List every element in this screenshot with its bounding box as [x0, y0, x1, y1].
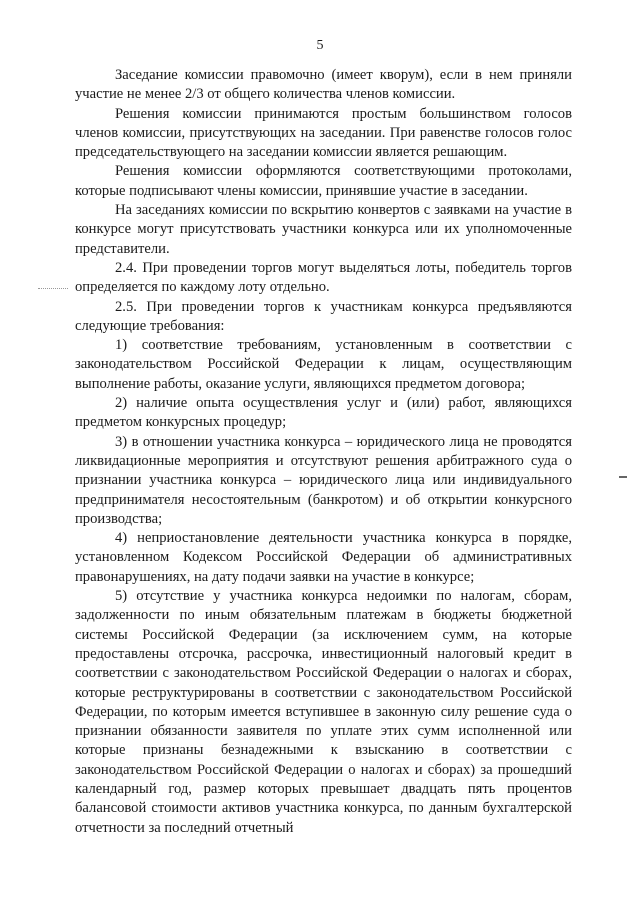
paragraph: 2.4. При проведении торгов могут выделяться лоты, победитель торгов определяется по каждому лоту отдельно.	[75, 259, 572, 296]
paragraph: Решения комиссии оформляются соответствующими протоколами, которые подписывают члены комиссии, принявшие участие в заседании.	[75, 163, 572, 199]
list-item: 4) неприостановление деятельности участника конкурса в порядке, установленном Кодексом Российской Федерации об административных правонарушениях, на дату подачи заявки на участие в конкурсе;	[75, 530, 572, 585]
document-body	[75, 66, 572, 838]
list-item: 1) соответствие требованиям, установленным в соответствии с законодательством Российской Федерации к лицам, осуществляющим выполнение работы, оказание услуги, являющихся предметом договора;	[75, 337, 572, 392]
paragraph: На заседаниях комиссии по вскрытию конвертов с заявками на участие в конкурсе могут присутствовать участники конкурса или их уполномоченные представители.	[75, 202, 572, 257]
paragraph: Заседание комиссии правомочно (имеет кворум), если в нем приняли участие не менее 2/3 от общего количества членов комиссии.	[75, 67, 572, 103]
paragraph: 2.5. При проведении торгов к участникам конкурса предъявляются следующие требования:	[75, 298, 572, 334]
scan-mark	[38, 288, 68, 289]
paragraph: Решения комиссии принимаются простым большинством голосов членов комиссии, присутствующих на заседании. При равенстве голосов голос председательствующего на заседании комиссии является решающим.	[75, 105, 572, 161]
list-item: 2) наличие опыта осуществления услуг и (или) работ, являющихся предметом конкурсных процедур;	[75, 395, 572, 431]
list-item: 3) в отношении участника конкурса – юридического лица не проводятся ликвидационные мероприятия и отсутствуют решения арбитражного суда о признании участника конкурса – юридического лица или индивидуального предпринимателя несостоятельным (банкротом) и об открытии конкурсного производства;	[75, 433, 572, 527]
page-number: 5	[316, 38, 324, 53]
scan-mark	[619, 476, 627, 478]
list-item: 5) отсутствие у участника конкурса недоимки по налогам, сборам, задолженности по иным обязательным платежам в бюджеты бюджетной системы Российской Федерации (за исключением сумм, на которые предоставлены отсрочка, рассрочка, инвестиционный налоговый кредит в соответствии с законодательством Российской Федерации о налогах и сборах, которые реструктурированы в соответствии с законодательством Российской Федерации, по которым имеется вступившее в законную силу решение суда о признании обязанности заявителя по уплате этих сумм исполненной или которые признаны безнадежными к взысканию в соответствии с законодательством Российской Федерации о налогах и сборах) за прошедший календарный год, размер которых превышает двадцать пять процентов балансовой стоимости активов участника конкурса, по данным бухгалтерской отчетности за последний отчетный	[75, 588, 572, 836]
